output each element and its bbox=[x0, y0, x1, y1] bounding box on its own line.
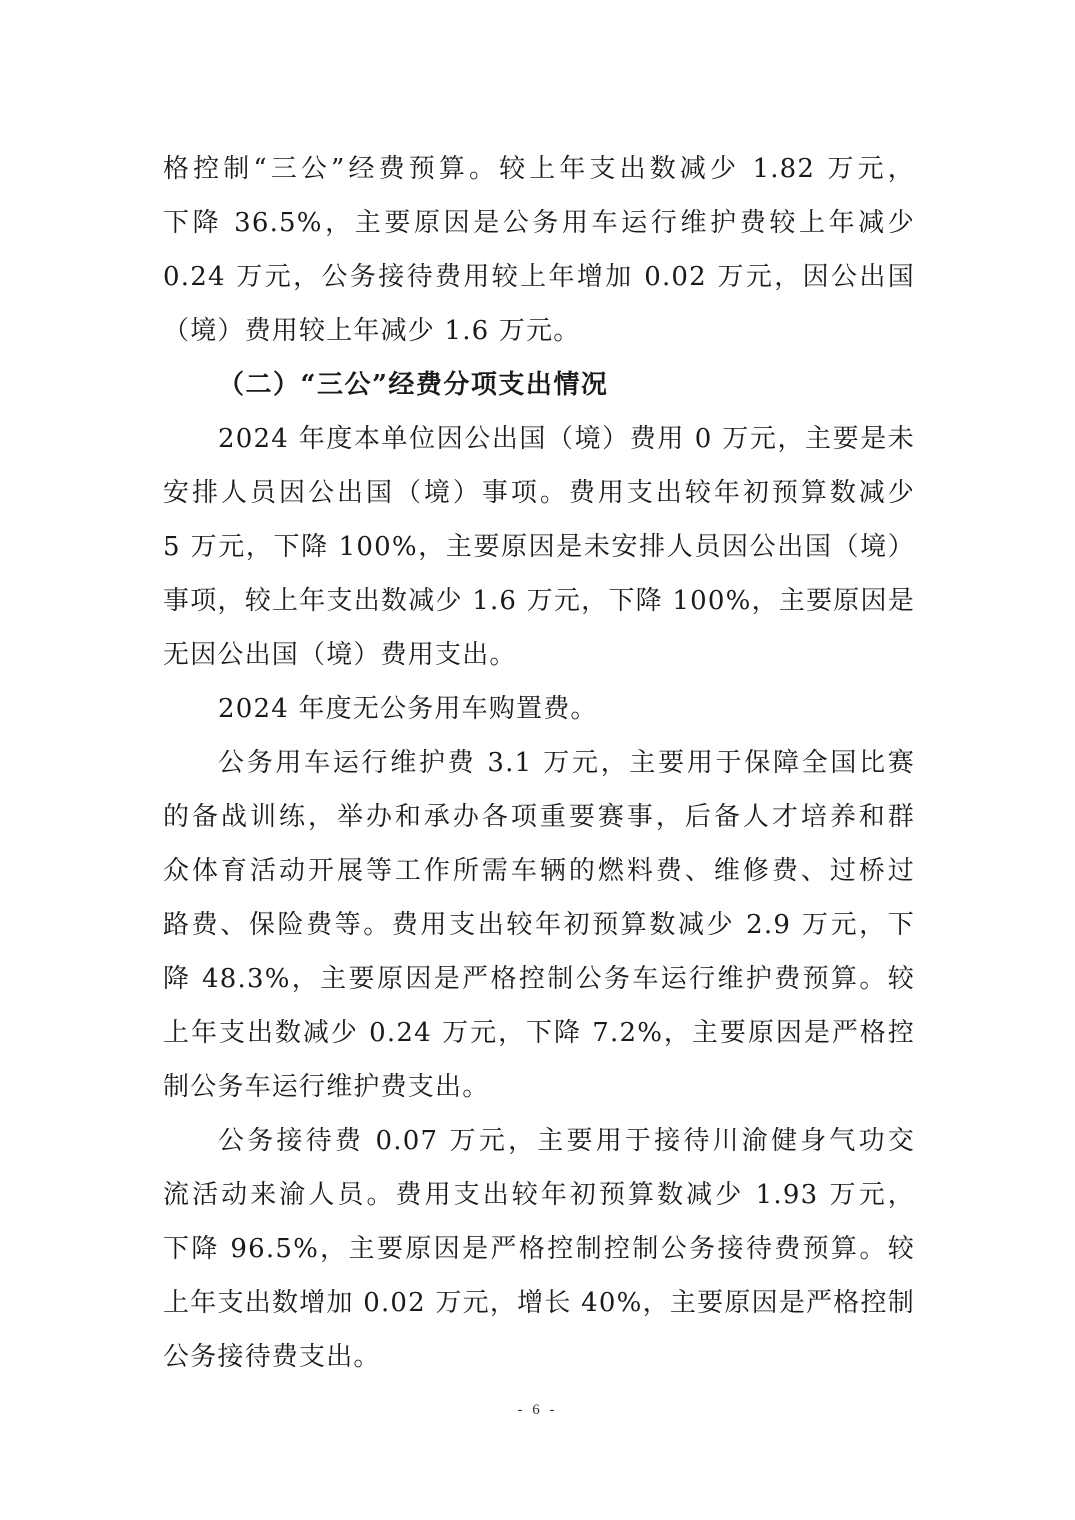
text-line: 2024 年度本单位因公出国（境）费用 0 万元，主要是未 bbox=[218, 424, 915, 454]
page-number: - 6 - bbox=[517, 1402, 558, 1418]
text-line: 制公务车运行维护费支出。 bbox=[163, 1072, 490, 1102]
text-line: 公务用车运行维护费 3.1 万元，主要用于保障全国比赛 bbox=[218, 748, 915, 778]
text-line: 路费、保险费等。费用支出较年初预算数减少 2.9 万元，下 bbox=[163, 910, 915, 940]
text-line: 众体育活动开展等工作所需车辆的燃料费、维修费、过桥过 bbox=[163, 856, 915, 886]
text-line: 格控制“三公”经费预算。较上年支出数减少 1.82 万元， bbox=[163, 154, 915, 184]
text-line: 无因公出国（境）费用支出。 bbox=[163, 640, 517, 670]
text-line: 下降 36.5%，主要原因是公务用车运行维护费较上年减少 bbox=[163, 208, 915, 238]
text-line: 0.24 万元，公务接待费用较上年增加 0.02 万元，因公出国 bbox=[163, 262, 915, 292]
paragraph-continuation bbox=[163, 142, 915, 358]
text-line: 下降 96.5%，主要原因是严格控制控制公务接待费预算。较 bbox=[163, 1234, 915, 1264]
paragraph-overseas-travel bbox=[163, 412, 915, 682]
text-line: 上年支出数增加 0.02 万元，增长 40%，主要原因是严格控制 bbox=[163, 1288, 915, 1318]
paragraph-reception bbox=[163, 1114, 915, 1384]
section-heading: （二）“三公”经费分项支出情况 bbox=[218, 370, 609, 400]
text-line: 公务接待费支出。 bbox=[163, 1342, 381, 1372]
text-line: 2024 年度无公务用车购置费。 bbox=[218, 694, 598, 724]
text-line: 5 万元，下降 100%，主要原因是未安排人员因公出国（境） bbox=[163, 532, 915, 562]
text-line: 流活动来渝人员。费用支出较年初预算数减少 1.93 万元， bbox=[163, 1180, 915, 1210]
paragraph-vehicle-maintenance bbox=[163, 736, 915, 1114]
text-line: 事项，较上年支出数减少 1.6 万元，下降 100%，主要原因是 bbox=[163, 586, 915, 616]
text-line: 的备战训练，举办和承办各项重要赛事，后备人才培养和群 bbox=[163, 802, 915, 832]
text-line: 降 48.3%，主要原因是严格控制公务车运行维护费预算。较 bbox=[163, 964, 915, 994]
text-line: 安排人员因公出国（境）事项。费用支出较年初预算数减少 bbox=[163, 478, 915, 508]
text-line: 公务接待费 0.07 万元，主要用于接待川渝健身气功交 bbox=[218, 1126, 915, 1156]
document-page bbox=[163, 142, 915, 1384]
paragraph-vehicle-purchase bbox=[163, 682, 915, 736]
text-line: （境）费用较上年减少 1.6 万元。 bbox=[163, 316, 581, 346]
text-line: 上年支出数减少 0.24 万元，下降 7.2%，主要原因是严格控 bbox=[163, 1018, 915, 1048]
